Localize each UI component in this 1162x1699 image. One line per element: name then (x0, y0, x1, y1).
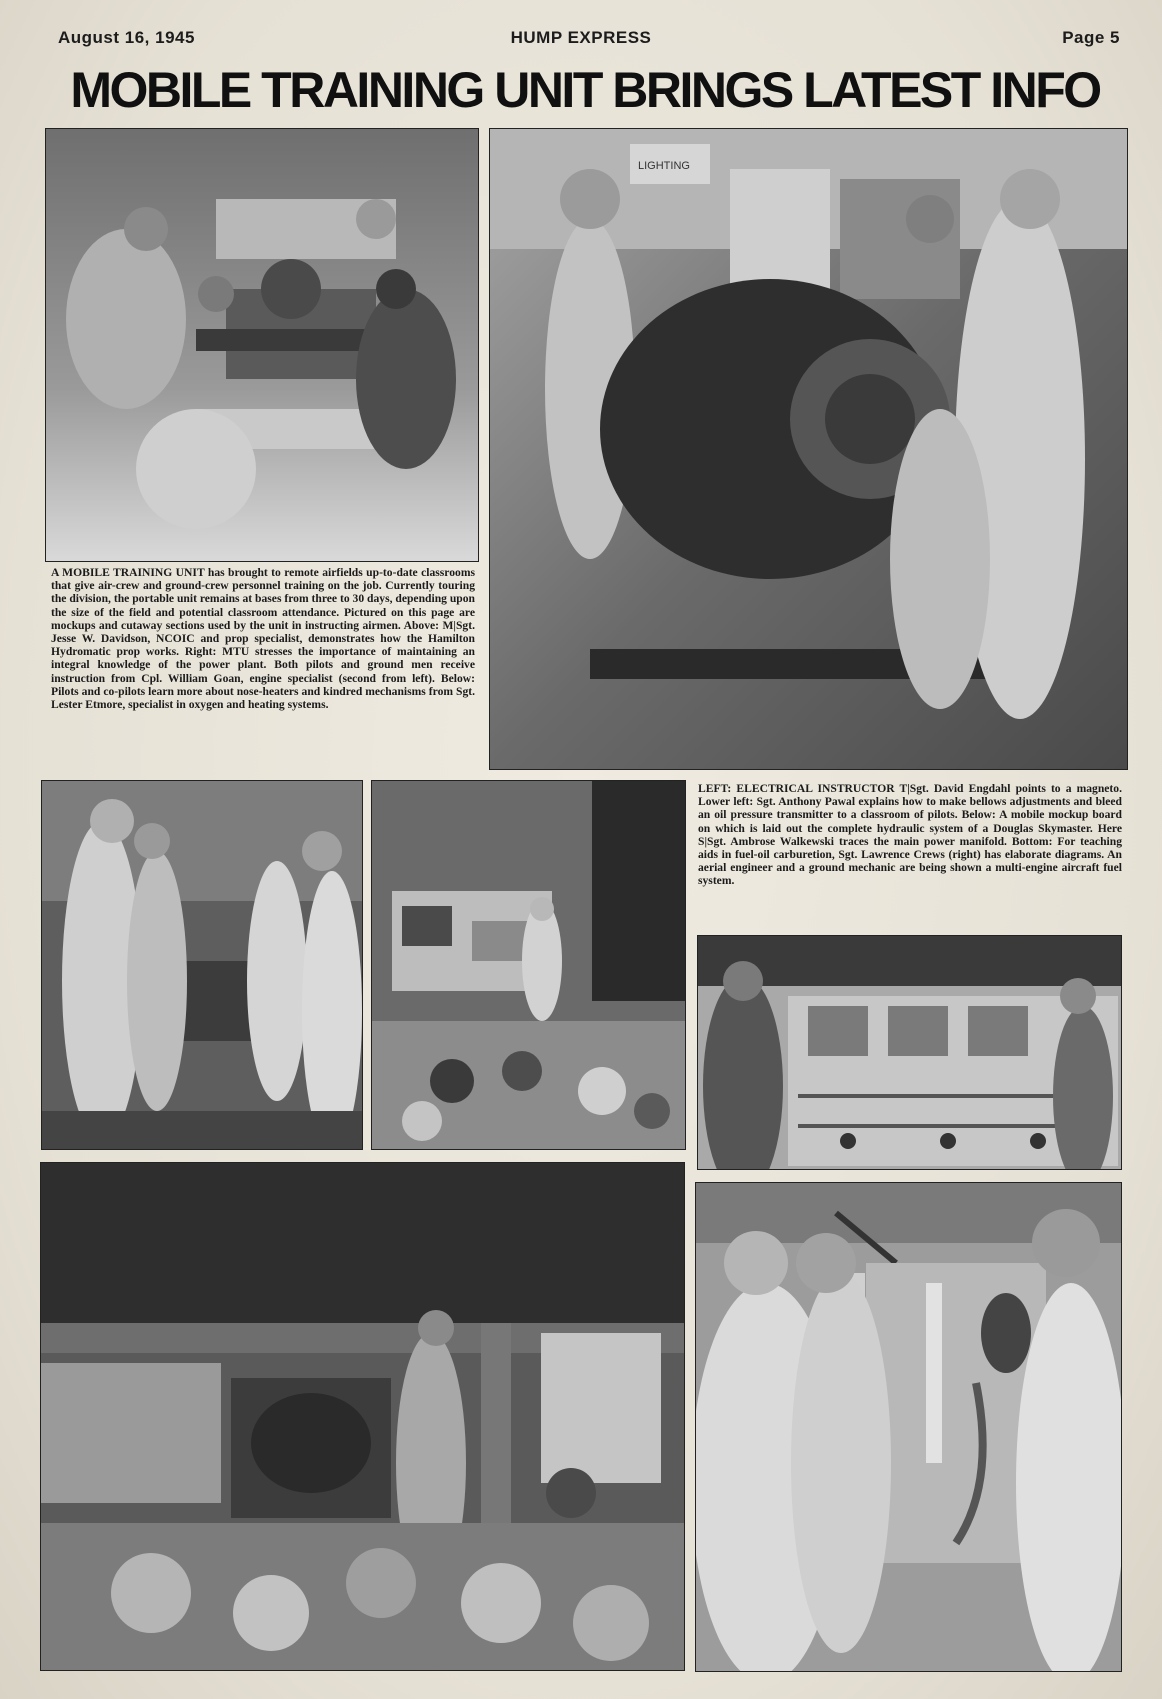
photo-heating-systems-class (40, 1162, 685, 1671)
photo-classroom-pilots (371, 780, 686, 1150)
paper-name: HUMP EXPRESS (510, 28, 652, 47)
photo-sign-text: LIGHTING (638, 160, 690, 172)
main-caption: A MOBILE TRAINING UNIT has brought to remote airfields up-to-date classrooms that give air-crew and ground-crew personnel training on the job. Currently touring the division, the portable unit remains at bases from three to 30 days, depending upon the size of the field and potential classroom attendance. Pictured on this page are mockups and cutaway sections used by the unit in instructing airmen. Above: M|Sgt. Jesse W. Davidson, NCOIC and prop specialist, demonstrates how the Hamilton Hydromatic prop works. Right: MTU stresses the importance of maintaining an integral knowledge of the power plant. Both pilots and ground men receive instruction from Cpl. William Goan, engine specialist (second from left). Below: Pilots and co-pilots learn more about nose-heaters and kindred mechanisms from Sgt. Lester Etmore, specialist in oxygen and heating systems. (51, 566, 475, 712)
photo-magneto-instruction (41, 780, 363, 1150)
secondary-caption: LEFT: ELECTRICAL INSTRUCTOR T|Sgt. David Engdahl points to a magneto. Lower left: Sgt. Anthony Pawal explains how to make bellows adjustments and bleed an oil pressure transmitter to a classroom of pilots. Below: A mobile mockup board on which is laid out the complete hydraulic system of a Douglas Skymaster. Here S|Sgt. Ambrose Walkewski traces the main power manifold. Bottom: For teaching aids in fuel-oil carburetion, Sgt. Lawrence Crews (right) has elaborate diagrams. An aerial engineer and a ground mechanic are being shown a multi-engine aircraft fuel system. (698, 782, 1122, 888)
photo-prop-demonstration (45, 128, 479, 562)
photo-hydraulic-mockup (697, 935, 1122, 1170)
headline: MOBILE TRAINING UNIT BRINGS LATEST INFO (70, 62, 1100, 118)
page-number: Page 5 (1062, 28, 1120, 47)
photo-engine-instruction (489, 128, 1128, 770)
photo-fuel-system (695, 1182, 1122, 1672)
issue-date: August 16, 1945 (58, 28, 195, 47)
